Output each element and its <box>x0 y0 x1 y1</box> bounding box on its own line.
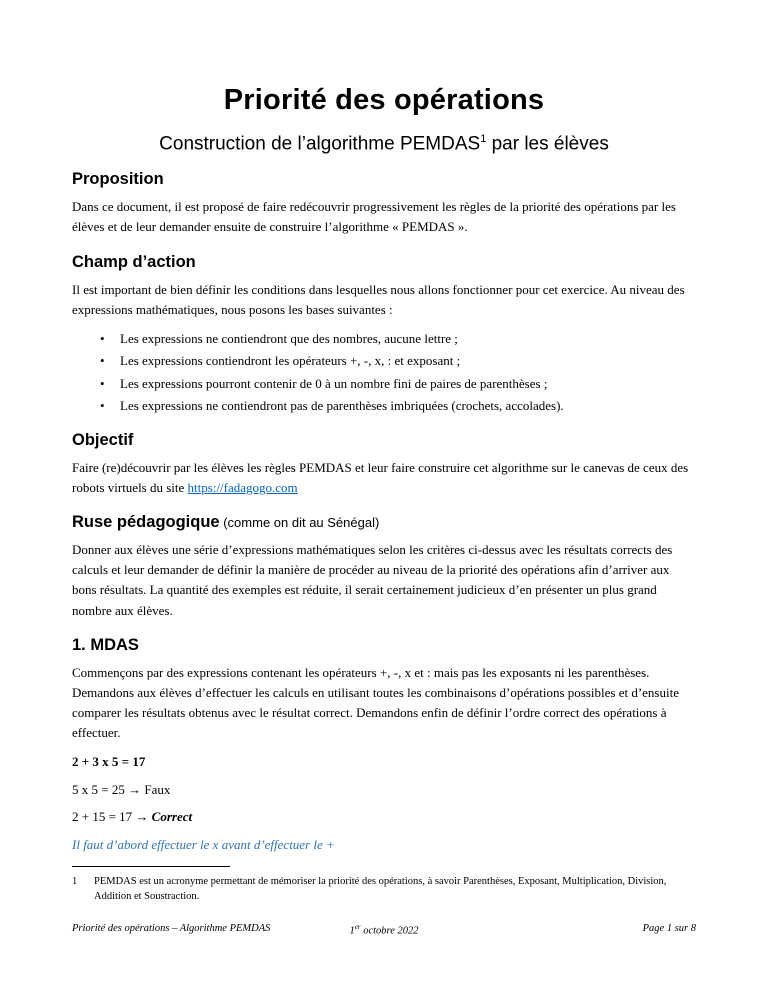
footnote-text: PEMDAS est un acronyme permettant de mémoriser la priorité des opérations, à savoir Parenthèses, Exposant, Multiplication, Division, Addition et Soustraction. <box>94 875 667 902</box>
paragraph-proposition: Dans ce document, il est proposé de faire redécouvrir progressivement les règles de la priorité des opérations par les élèves et de leur demander ensuite de construire l’algorithme « PEMDAS ». <box>72 199 676 235</box>
footer-date-rest: octobre 2022 <box>360 925 419 936</box>
subtitle-footnote-ref: 1 <box>480 133 487 145</box>
document-title: Priorité des opérations <box>223 84 545 116</box>
footnote-area <box>72 866 696 904</box>
paragraph-ruse: Donner aux élèves une série d’expressions mathématiques selon les critères ci-dessus avec les résultats corrects des calculs et leur demander de définir la manière de procéder au niveau de la priorité des opérations afin d’arriver aux bons résultats. La quantité des exemples est réduite, il serait certainement judicieux d’en présenter un plus grand nombre aux élèves. <box>72 542 673 618</box>
footer-document-name: Priorité des opérations – Algorithme PEMDAS <box>72 922 271 934</box>
bullet-text: Les expressions contiendront les opérateurs +, -, x, : et exposant ; <box>120 353 461 369</box>
bullet-text: Les expressions pourront contenir de 0 à un nombre fini de paires de parenthèses ; <box>120 375 548 391</box>
example-conclusion: Il faut d’abord effectuer le x avant d’effectuer le + <box>72 836 335 852</box>
footnote-separator <box>72 866 230 867</box>
footer-page-number: Page 1 sur 8 <box>642 922 696 934</box>
heading-ruse-pedagogique <box>72 513 696 532</box>
objectif-text: Faire (re)découvrir par les élèves les règles PEMDAS et leur faire construire cet algorithme sur le canevas de ceux des robots virtuels du site <box>72 459 689 496</box>
list-item <box>72 329 696 349</box>
correct-label: Correct <box>151 809 193 825</box>
paragraph-mdas: Commençons par des expressions contenant les opérateurs +, -, x et : mais pas les exposants ni les parenthèses. Demandons aux élèves d’effectuer les calculs en utilisant toutes les combinaisons d’opérations possibles et d’ensuite comparer les résultats obtenus avec le résultat correct. Demandons enfin de définir l’ordre correct des opérations à effectuer. <box>72 664 679 741</box>
footer-date-day: 1 <box>349 925 355 936</box>
example-line-faux <box>72 780 696 800</box>
subtitle-text: Construction de l’algorithme PEMDAS <box>159 133 481 155</box>
footer-date-ordinal: er <box>354 922 361 931</box>
bullet-text: Les expressions ne contiendront que des nombres, aucune lettre ; <box>120 330 458 346</box>
ruse-heading-note: (comme on dit au Sénégal) <box>219 515 380 531</box>
correct-calculation: 2 + 15 = 17 → <box>72 809 152 825</box>
bullet-marker-icon: • <box>100 353 105 369</box>
example-line-correct <box>72 807 696 827</box>
document-subtitle <box>72 133 696 155</box>
paragraph-objectif <box>72 458 696 498</box>
bullet-marker-icon: • <box>100 375 105 391</box>
heading-mdas: 1. MDAS <box>72 635 139 654</box>
list-item <box>72 374 696 394</box>
page-footer <box>72 923 696 937</box>
faux-calculation: 5 x 5 = 25 → <box>72 781 145 797</box>
footnote-number: 1 <box>72 875 78 887</box>
heading-objectif: Objectif <box>72 430 134 449</box>
list-item <box>72 351 696 371</box>
list-item <box>72 396 696 416</box>
faux-label: Faux <box>144 781 171 797</box>
bullet-marker-icon: • <box>100 330 105 346</box>
paragraph-champ-intro: Il est important de bien définir les conditions dans lesquelles nous allons fonctionner pour cet exercice. Au niveau des expressions mathématiques, nous posons les bases suivantes : <box>72 281 685 317</box>
bullet-marker-icon: • <box>100 398 105 414</box>
footer-date <box>349 923 418 937</box>
bullet-text: Les expressions ne contiendront pas de parenthèses imbriquées (crochets, accolades). <box>120 398 564 414</box>
ruse-heading-text: Ruse pédagogique <box>72 513 220 532</box>
example-expression: 2 + 3 x 5 = 17 <box>72 754 146 770</box>
subtitle-text-suffix: par les élèves <box>486 133 609 155</box>
fadagogo-link[interactable]: https://fadagogo.com <box>187 480 298 496</box>
bullet-list <box>72 329 696 416</box>
footnote <box>72 874 696 904</box>
heading-proposition: Proposition <box>72 170 164 189</box>
heading-champ-daction: Champ d’action <box>72 252 196 271</box>
